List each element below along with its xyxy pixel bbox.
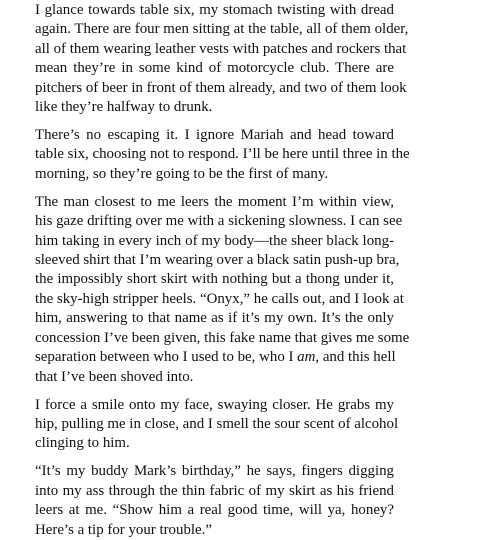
text-line: the sky-high stripper heels. “Onyx,” he calls out, and I look at: [35, 290, 404, 307]
paragraph-1: [16, 1, 409, 117]
paragraph-5: [16, 462, 394, 540]
text-line: Here’s a tip for your trouble.”: [35, 521, 212, 538]
text-line: him taking in every inch of my body—the sheer black long-: [35, 232, 394, 249]
text-line: pitchers of beer in front of them already, and two of them look: [35, 79, 407, 96]
text-line-with-emphasis: [16, 348, 394, 367]
text-line: I force a smile onto my face, swaying closer. He grabs my: [35, 396, 394, 413]
text-line: “It’s my buddy Mark’s birthday,” he says, fingers digging: [35, 463, 394, 480]
text-line: I glance towards table six, my stomach twisting with dread: [35, 2, 394, 18]
text-line: sleeved shirt that I’m wearing over a black satin push-up bra,: [35, 252, 400, 269]
text-line: all of them wearing leather vests with patches and rockers that: [35, 40, 407, 57]
paragraph-3: [16, 193, 410, 387]
text-line: There’s no escaping it. I ignore Mariah and head toward: [35, 127, 394, 144]
text-line: into my ass through the thin fabric of my skirt as his friend: [35, 482, 394, 499]
text-line: hip, pulling me in close, and I smell the sour scent of alcohol: [35, 415, 399, 432]
book-page: [16, 1, 410, 540]
emphasized-word: am: [297, 349, 316, 366]
text-line: that I’ve been shoved into.: [35, 368, 194, 385]
text-line: leers at me. “Show him a real good time, will ya, honey?: [35, 502, 394, 519]
text-segment: separation between who I used to be, who I: [35, 349, 298, 366]
paragraph-4: [16, 396, 399, 454]
text-line: morning, so they’re going to be the first of many.: [35, 165, 329, 182]
text-line: again. There are four men sitting at the table, all of them older,: [35, 21, 409, 38]
paragraph-2: [16, 126, 410, 184]
text-line: table six, choosing not to respond. I’ll be here until three in the: [35, 146, 410, 163]
text-line: clinging to him.: [35, 435, 130, 452]
text-line: like they’re halfway to drunk.: [35, 99, 213, 116]
text-line: The man closest to me leers the moment I’m within view,: [35, 193, 394, 210]
text-segment: , and this hell: [315, 349, 396, 366]
text-line: him, answering to that name as if it’s my own. It’s the only: [35, 310, 394, 327]
text-line: concession I’ve been given, this fake name that gives me some: [35, 329, 410, 346]
text-line: the impossibly short skirt with nothing but a thong under it,: [35, 271, 394, 288]
text-line: his gaze drifting over me with a sickening slowness. I can see: [35, 213, 403, 230]
text-line: mean they’re in some kind of motorcycle club. There are: [35, 60, 394, 77]
